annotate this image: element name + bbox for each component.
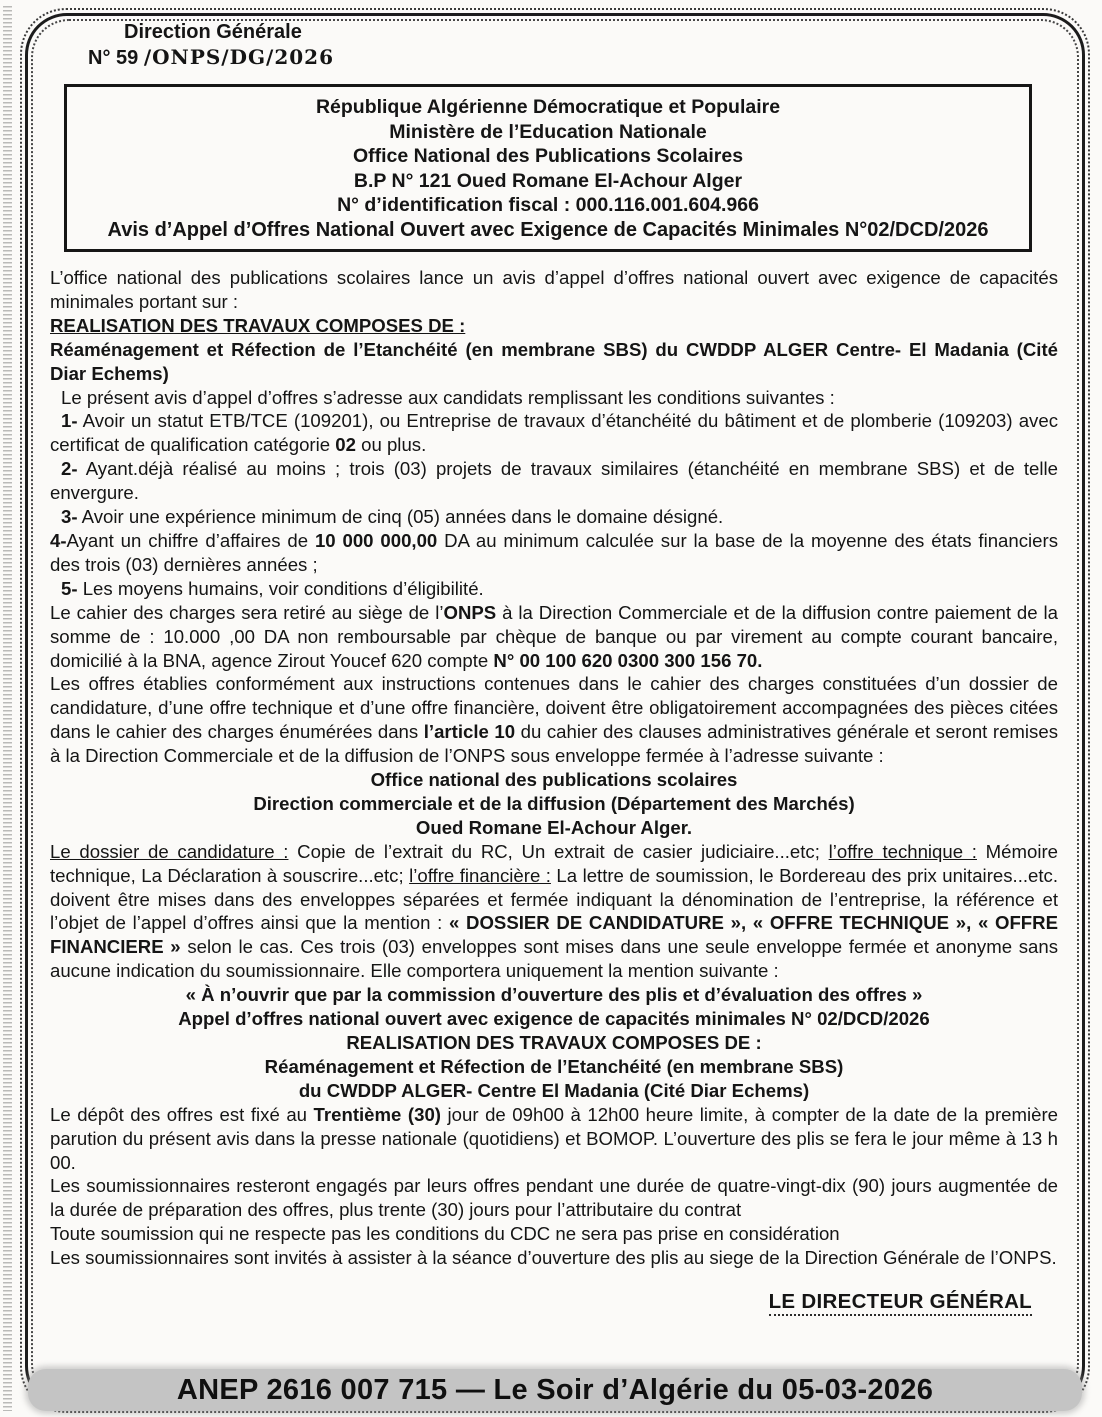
notice-body — [50, 266, 1058, 1270]
envelope-mention-ref: Appel d’offres national ouvert avec exigence de capacités minimales N° 02/DCD/2026 — [178, 1008, 930, 1030]
ref-direction: Direction Générale — [124, 21, 302, 43]
ref-code: /ONPS/DG/2026 — [143, 45, 334, 69]
reference-block — [50, 20, 1058, 71]
header-address: B.P N° 121 Oued Romane El-Achour Alger — [353, 169, 743, 192]
submission-address-office: Office national des publications scolaires — [370, 769, 738, 791]
anep-text: ANEP 2616 007 715 — Le Soir d’Algérie du 05-03-2026 — [176, 1373, 934, 1406]
offres-paragraph: Les offres établies conformément aux instructions contenues dans le cahier des charges constituées d’un dossier de candidature, d’une offre technique et d’une offre financière, doivent être obligatoirement accompagnées des pièces citées dans le cahier des charges énumérées dans l’article 10 du cahier des clauses administratives générale et seront remises à la Direction Commerciale et de la diffusion de l’ONPS sous enveloppe fermée à l’adresse suivante : — [50, 673, 1058, 767]
header-notice-title: Avis d’Appel d’Offres National Ouvert avec Exigence de Capacités Minimales N°02/DCD/2026 — [107, 218, 989, 241]
intro-paragraph: L’office national des publications scolaires lance un avis d’appel d’offres national ouvert avec exigence de capacités minimales portant sur : — [50, 267, 1058, 312]
condition-3: 3- Avoir une expérience minimum de cinq (05) années dans le domaine désigné. — [61, 506, 724, 528]
invitation-paragraph: Les soumissionnaires sont invités à assister à la séance d’ouverture des plis au siege de la Direction Générale de l’ONPS. — [50, 1247, 1057, 1269]
document-content — [50, 20, 1058, 1314]
header-ministry: Ministère de l’Education Nationale — [389, 120, 707, 143]
signature-block — [50, 1290, 1058, 1314]
header-box — [64, 84, 1032, 252]
condition-4: 4-Ayant un chiffre d’affaires de 10 000 000,00 DA au minimum calculée sur la base de la moyenne des états financiers des trois (03) dernières années ; — [50, 529, 1058, 575]
works-heading: REALISATION DES TRAVAUX COMPOSES DE : — [50, 314, 466, 336]
submission-address-direction: Direction commerciale et de la diffusion (Département des Marchés) — [253, 792, 855, 814]
signature-title: LE DIRECTEUR GÉNÉRAL — [769, 1290, 1032, 1316]
header-republic: République Algérienne Démocratique et Populaire — [315, 96, 781, 118]
depot-paragraph: Le dépôt des offres est fixé au Trentième (30) jour de 09h00 à 12h00 heure limite, à compter de la date de la première parution du présent avis dans la presse nationale (quotidiens) et BOMOP. L’ouverture des plis se fera le jour même à 13 h 00. — [50, 1103, 1058, 1173]
anep-footer-bar — [28, 1369, 1082, 1411]
envelope-mention-site: du CWDDP ALGER- Centre El Madania (Cité Diar Echems) — [298, 1079, 810, 1101]
scan-edge-artifact — [3, 6, 12, 1411]
conditions-intro: Le présent avis d’appel d’offres s’adresse aux candidats remplissant les conditions suivantes : — [61, 386, 835, 408]
project-title: Réaménagement et Réfection de l’Etanchéité (en membrane SBS) du CWDDP ALGER Centre- El Madania (Cité Diar Echems) — [50, 338, 1058, 384]
condition-1: 1- Avoir un statut ETB/TCE (109201), ou Entreprise de travaux d’étanchéité du bâtiment et de plomberie (109203) avec certificat de qualification catégorie 02 ou plus. — [50, 410, 1058, 456]
envelope-mention-works: REALISATION DES TRAVAUX COMPOSES DE : — [346, 1032, 762, 1053]
header-office: Office National des Publications Scolaires — [352, 145, 744, 167]
envelope-mention-project: Réaménagement et Réfection de l’Etanchéité (en membrane SBS) — [264, 1055, 844, 1077]
dossier-paragraph: Le dossier de candidature : Copie de l’extrait du RC, Un extrait de casier judiciaire...etc; l’offre technique : Mémoire technique, La Déclaration à souscrire...etc; l’offre financière : La lettre de soumission, le Bordereau des prix unitaires...etc. doivent être mises dans des enveloppes séparées et fermée indiquant la dénomination de l’entreprise, la référence et l’objet de l’appel d’offres ainsi que la mention : « DOSSIER DE CANDIDATURE », « OFFRE TECHNIQUE », « OFFRE FINANCIERE » selon le cas. Ces trois (03) enveloppes sont mises dans une seule enveloppe fermée et anonyme sans aucune indication du soumissionnaire. Elle comportera uniquement la mention suivante : — [50, 840, 1058, 982]
condition-5: 5- Les moyens humains, voir conditions d’éligibilité. — [61, 577, 484, 599]
condition-2: 2- Ayant.déjà réalisé au moins ; trois (03) projets de travaux similaires (étanchéité en membrane SBS) et de telle envergure. — [50, 458, 1058, 504]
ref-number: N° 59 — [88, 47, 139, 69]
engagement-paragraph: Les soumissionnaires resteront engagés par leurs offres pendant une durée de quatre-vingt-dix (90) jours augmentée de la durée de préparation des offres, plus trente (30) jours pour l’attributaire du contrat — [50, 1175, 1058, 1221]
ref-number-line — [88, 44, 1058, 71]
cahier-des-charges-paragraph: Le cahier des charges sera retiré au siège de l’ONPS à la Direction Commerciale et de la diffusion contre paiement de la somme de : 10.000 ,00 DA non remboursable par chèque de banque ou par virement au compte courant bancaire, domicilié à la BNA, agence Zirout Youcef 620 compte N° 00 100 620 0300 300 156 70. — [50, 601, 1059, 671]
header-fiscal-id: N° d’identification fiscal : 000.116.001.604.966 — [337, 194, 759, 216]
submission-address-city: Oued Romane El-Achour Alger. — [415, 816, 693, 838]
cdc-paragraph: Toute soumission qui ne respecte pas les conditions du CDC ne sera pas prise en considération — [50, 1223, 840, 1245]
envelope-mention: « À n’ouvrir que par la commission d’ouverture des plis et d’évaluation des offres » — [185, 984, 923, 1006]
